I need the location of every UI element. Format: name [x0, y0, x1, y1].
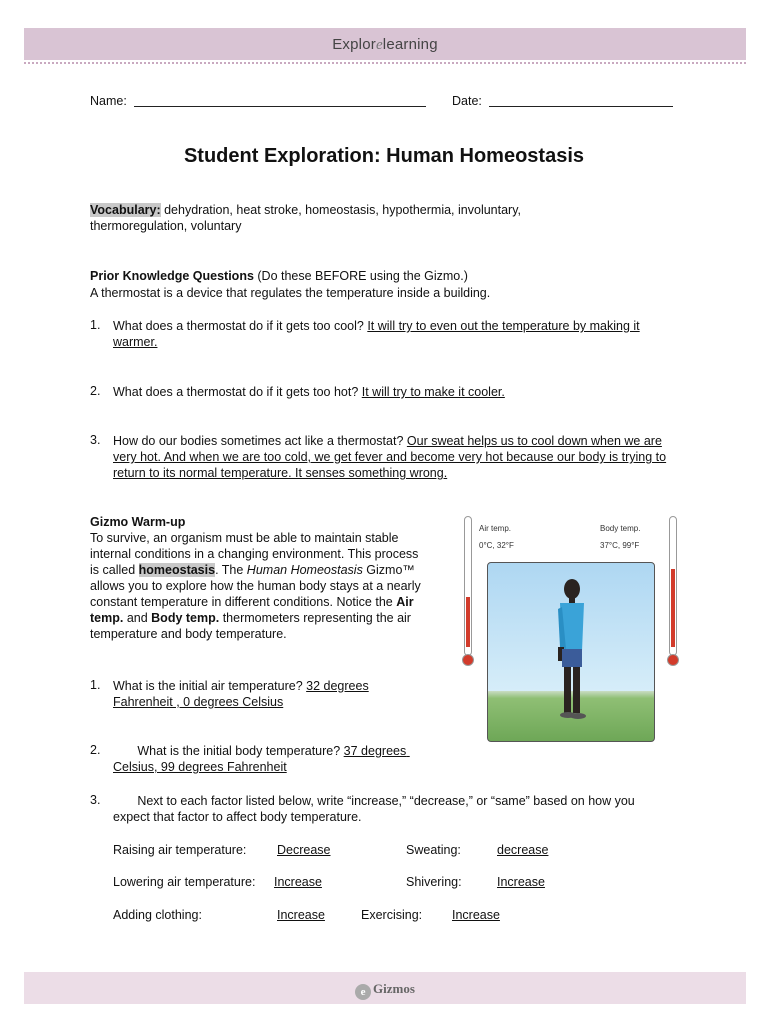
warmup-heading: Gizmo Warm-up	[90, 515, 186, 529]
air-thermometer-icon	[464, 516, 472, 656]
factor-exercising-label: Exercising:	[361, 908, 423, 922]
body-thermometer-bulb	[667, 654, 679, 666]
factor-exercising-answer[interactable]: Increase	[452, 908, 500, 922]
person-figure	[488, 563, 655, 742]
explorelearning-logo: Explorelearning	[332, 36, 438, 53]
prior-q3: How do our bodies sometimes act like a thermostat? Our sweat helps us to cool down when we are very hot. And when we are too cold, we get fever and become very hot because our body is trying to return to its normal temperature. It senses something wrong.	[113, 434, 667, 480]
body-temp-label: Body temp.	[600, 524, 641, 533]
date-line[interactable]	[489, 95, 673, 107]
factor-clothing-answer[interactable]: Increase	[277, 908, 325, 922]
factor-clothing-label: Adding clothing:	[113, 908, 202, 922]
air-thermometer-level	[466, 597, 470, 647]
factor-shivering-label: Shivering:	[406, 875, 462, 889]
factor-lowering-air-label: Lowering air temperature:	[113, 875, 256, 889]
header-divider	[24, 62, 746, 64]
name-line[interactable]	[134, 95, 426, 107]
prior-q1-answer[interactable]: It will try to even out the temperature by making it warmer.	[113, 319, 640, 349]
body-thermometer-icon	[669, 516, 677, 656]
warmup-paragraph: To survive, an organism must be able to maintain stable internal conditions in a changing environment. This process is called homeostasis. The Human Homeostasis Gizmo™ allows you to explore how the human body stays at a nearly constant temperature in different conditions. Notice the Air temp. and Body temp. thermometers representing the air temperature and body temperature.	[90, 531, 421, 641]
warmup-q1-number: 1.	[90, 678, 101, 692]
prior-q1-number: 1.	[90, 318, 101, 332]
warmup-q3: Next to each factor listed below, write “increase,” “decrease,” or “same” based on how you expect that factor to affect body temperature.	[113, 794, 639, 824]
warmup-q2-answer[interactable]: 37 degrees Celsius, 99 degrees Fahrenheit	[113, 744, 410, 774]
warmup-q3-number: 3.	[90, 793, 101, 807]
date-field[interactable]	[452, 94, 673, 108]
warmup-q1: What is the initial air temperature? 32 degrees Fahrenheit , 0 degrees Celsius	[113, 679, 369, 709]
prior-q2-number: 2.	[90, 384, 101, 398]
gizmo-scene	[487, 562, 655, 742]
name-field[interactable]	[90, 94, 426, 108]
air-temp-label: Air temp.	[479, 524, 512, 533]
prior-q1: What does a thermostat do if it gets too cool? It will try to even out the temperature by making it warmer.	[113, 319, 640, 349]
warmup-q1-answer[interactable]: 32 degrees Fahrenheit , 0 degrees Celsius	[113, 679, 369, 709]
factor-sweating-label: Sweating:	[406, 843, 461, 857]
name-label: Name:	[90, 94, 127, 108]
date-label: Date:	[452, 94, 482, 108]
factor-sweating-answer[interactable]: decrease	[497, 843, 549, 857]
air-thermometer-bulb	[462, 654, 474, 666]
body-thermometer-level	[671, 569, 675, 647]
factor-lowering-air-answer[interactable]: Increase	[274, 875, 322, 889]
air-temp-value: 0°C, 32°F	[479, 541, 514, 550]
prior-heading: Prior Knowledge Questions (Do these BEFORE using the Gizmo.)	[90, 269, 468, 283]
factor-raising-air-answer[interactable]: Decrease	[277, 843, 331, 857]
vocabulary	[90, 202, 570, 234]
prior-q3-answer[interactable]: Our sweat helps us to cool down when we are very hot. And when we are too cold, we get fever and become very hot because our body is trying to return to its normal temperature. It senses something wrong.	[113, 434, 667, 480]
logo-swirl-mark: e	[375, 37, 383, 53]
prior-q2: What does a thermostat do if it gets too hot? It will try to make it cooler.	[113, 385, 505, 399]
factor-shivering-answer[interactable]: Increase	[497, 875, 545, 889]
factor-raising-air-label: Raising air temperature:	[113, 843, 247, 857]
gizmos-logo: e Gizmos	[24, 981, 746, 1000]
prior-q3-number: 3.	[90, 433, 101, 447]
vocabulary-label: Vocabulary:	[90, 203, 161, 217]
warmup-q2: What is the initial body temperature? 37 degrees Celsius, 99 degrees Fahrenheit	[113, 744, 410, 774]
footer-band	[24, 972, 746, 1004]
prior-intro: A thermostat is a device that regulates the temperature inside a building.	[90, 286, 491, 300]
page-title: Student Exploration: Human Homeostasis	[183, 145, 585, 167]
prior-q2-answer[interactable]: It will try to make it cooler.	[361, 385, 505, 399]
vocabulary-text: dehydration, heat stroke, homeostasis, hypothermia, involuntary, thermoregulation, voluntary	[90, 203, 522, 233]
body-temp-value: 37°C, 99°F	[600, 541, 640, 550]
header-band	[24, 28, 746, 60]
warmup-q2-number: 2.	[90, 743, 101, 757]
gizmos-logo-icon: e	[355, 984, 371, 1000]
